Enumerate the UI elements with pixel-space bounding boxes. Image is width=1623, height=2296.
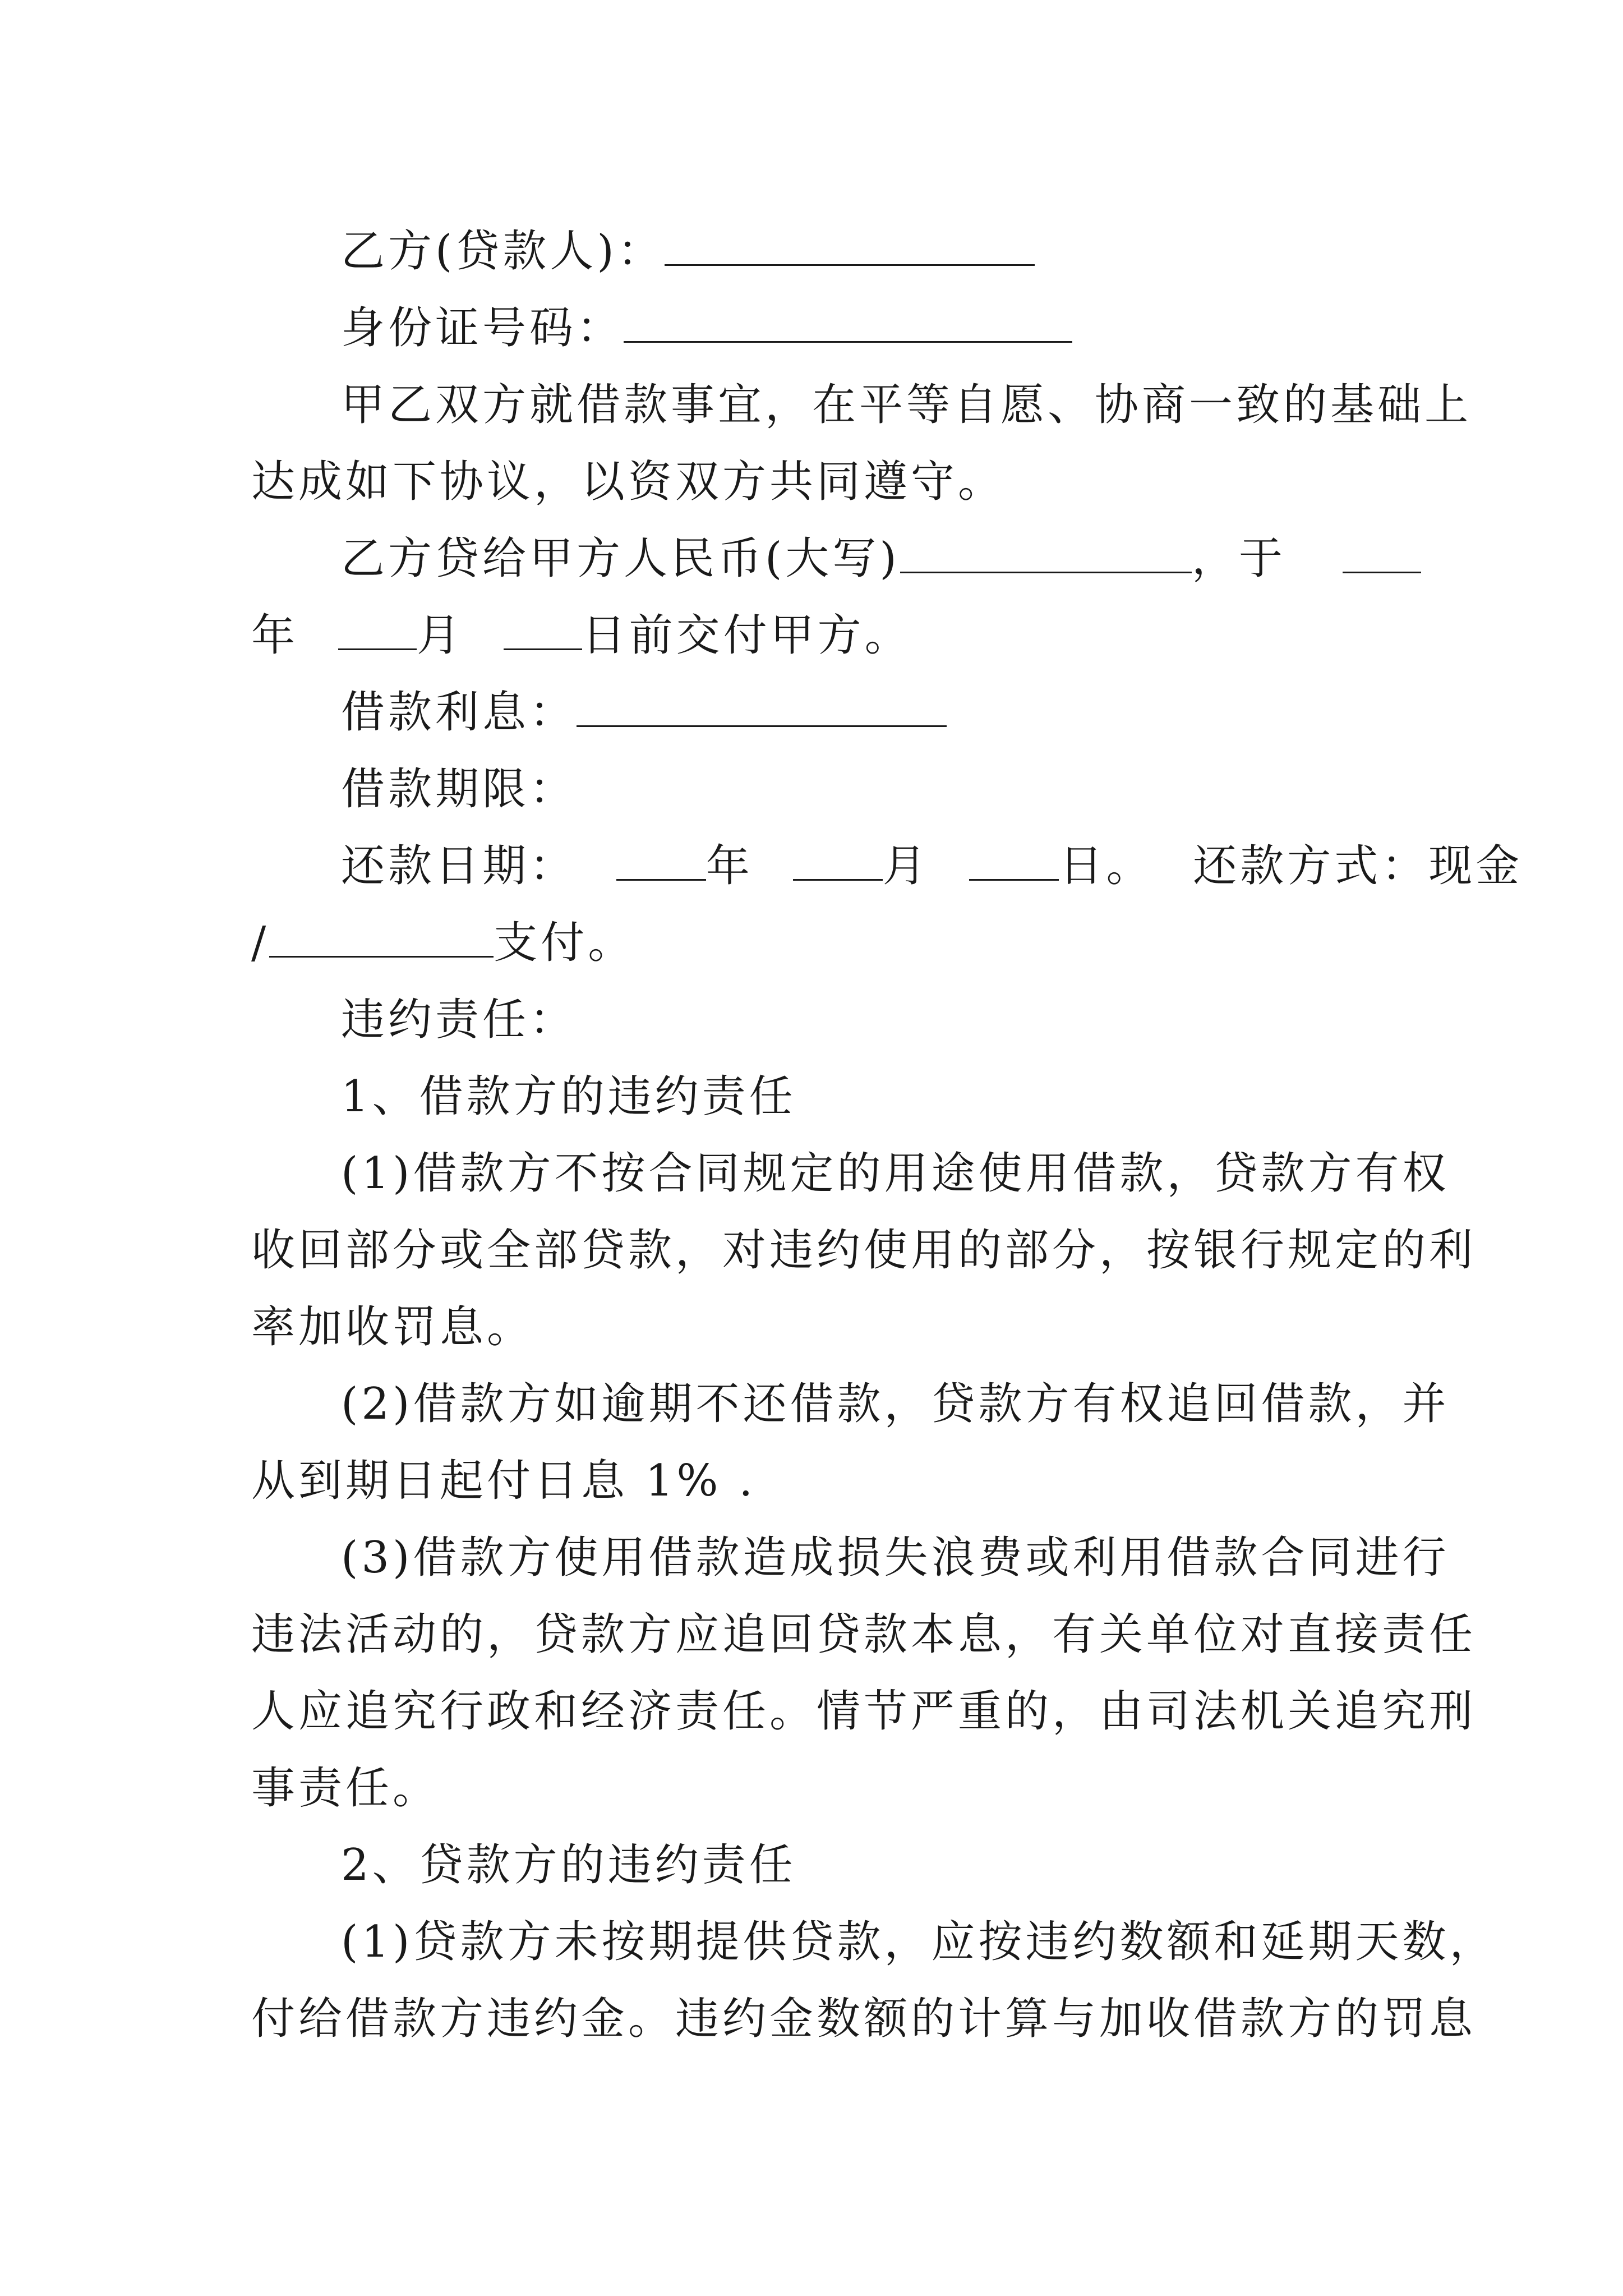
loan-month-field[interactable] [338, 615, 417, 650]
breach-2-1-line-2 [251, 1981, 1477, 2058]
loan-day-field[interactable] [504, 615, 582, 650]
repay-date-label: 还款日期： [341, 841, 577, 891]
breach-2-title: 2、贷款方的违约责任 [341, 1840, 796, 1890]
contract-page [251, 213, 1523, 2058]
party-b-line [251, 213, 1390, 290]
breach-1-3-text-2: 违法活动的，贷款方应追回贷款本息，有关单位对直接责任 [251, 1609, 1477, 1660]
term-label: 借款期限： [341, 764, 577, 815]
breach-2-title-line [251, 1827, 1390, 1904]
interest-label: 借款利息： [341, 687, 577, 738]
breach-1-3-line-2 [251, 1596, 1477, 1673]
breach-2-1-text-1: (1)贷款方未按期提供贷款，应按违约数额和延期天数， [341, 1917, 1497, 1967]
breach-1-1-line-3 [251, 1289, 1390, 1366]
interest-field[interactable] [577, 692, 947, 727]
breach-1-title: 1、借款方的违约责任 [341, 1071, 796, 1122]
breach-1-3-line-1 [251, 1520, 1450, 1596]
id-number-label: 身份证号码： [341, 303, 624, 353]
interest-line [251, 674, 1390, 751]
loan-amount-field[interactable] [900, 538, 1192, 573]
repay-month-label: 月 [882, 841, 930, 891]
repay-month-field[interactable] [793, 845, 883, 881]
loan-amount-line [251, 521, 1390, 597]
breach-1-2-line-2 [251, 1443, 1390, 1520]
id-number-field[interactable] [624, 307, 1072, 343]
loan-date-line [251, 597, 1390, 674]
loan-year-field-prefix[interactable] [1343, 538, 1421, 573]
loan-year-label: 年 [251, 610, 299, 661]
repay-year-label: 年 [706, 841, 753, 891]
loan-day-label: 日前交付甲方。 [582, 610, 912, 661]
breach-1-1-line-1 [251, 1135, 1450, 1212]
intro-line-1 [251, 367, 1472, 444]
repay-date-line [251, 828, 1523, 905]
party-b-name-field[interactable] [665, 231, 1035, 266]
repay-day-field[interactable] [969, 845, 1059, 881]
breach-1-1-text-1: (1)借款方不按合同规定的用途使用借款，贷款方有权 [341, 1148, 1450, 1199]
repay-method-slash: / [251, 918, 270, 968]
breach-title-line [251, 982, 1390, 1059]
breach-2-1-text-2: 付给借款方违约金。违约金数额的计算与加收借款方的罚息 [251, 1994, 1477, 2044]
intro-text-1: 甲乙双方就借款事宜，在平等自愿、协商一致的基础上 [341, 380, 1472, 430]
repay-method-label: 还款方式：现金 [1193, 841, 1523, 891]
breach-1-1-line-2 [251, 1212, 1477, 1289]
breach-2-1-line-1 [251, 1904, 1497, 1981]
loan-month-label: 月 [416, 610, 464, 661]
party-b-label: 乙方(贷款人)： [341, 226, 665, 277]
breach-1-3-line-3 [251, 1673, 1477, 1750]
repay-method-field[interactable] [269, 922, 494, 958]
intro-text-2: 达成如下协议，以资双方共同遵守。 [251, 457, 1006, 507]
intro-line-2 [251, 444, 1390, 521]
loan-amount-connector: ，于 [1191, 533, 1286, 584]
breach-1-3-text-1: (3)借款方使用借款造成损失浪费或利用借款合同进行 [341, 1533, 1450, 1583]
repay-year-field[interactable] [616, 845, 706, 881]
loan-amount-label: 乙方贷给甲方人民币(大写) [341, 533, 900, 584]
breach-1-title-line [251, 1059, 1390, 1135]
repay-method-suffix: 支付。 [494, 918, 635, 968]
breach-1-2-line-1 [251, 1366, 1450, 1443]
breach-1-1-text-3: 率加收罚息。 [251, 1302, 534, 1352]
breach-1-2-text-1: (2)借款方如逾期不还借款，贷款方有权追回借款，并 [341, 1379, 1450, 1429]
breach-1-1-text-2: 收回部分或全部贷款，对违约使用的部分，按银行规定的利 [251, 1225, 1477, 1276]
breach-title: 违约责任： [341, 995, 577, 1045]
repay-day-label: 日。 [1059, 841, 1154, 891]
term-line [251, 751, 1390, 828]
breach-1-3-text-4: 事责任。 [251, 1763, 440, 1814]
breach-1-2-text-2: 从到期日起付日息 1% . [251, 1456, 757, 1506]
breach-1-3-line-4 [251, 1750, 1390, 1827]
repay-method-line [251, 905, 1390, 982]
id-number-line [251, 290, 1390, 367]
breach-1-3-text-3: 人应追究行政和经济责任。情节严重的，由司法机关追究刑 [251, 1686, 1477, 1737]
